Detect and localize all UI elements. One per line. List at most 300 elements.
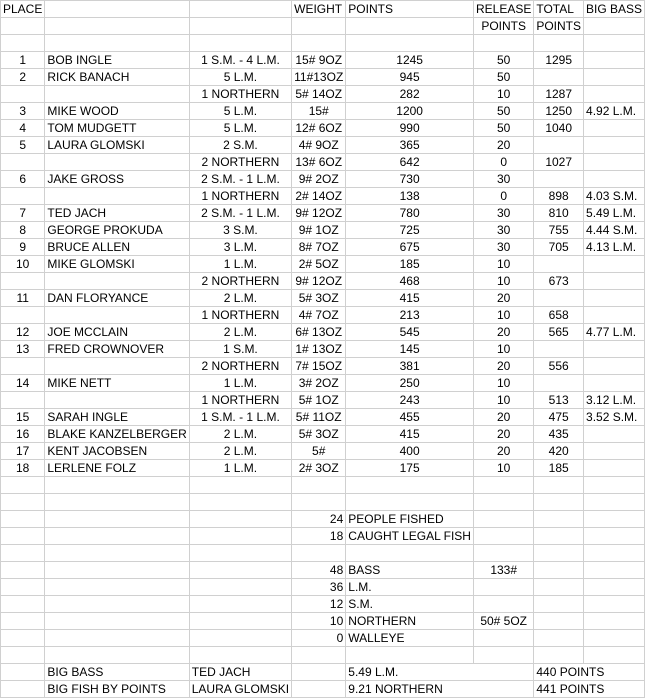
points-cell[interactable]: 415 xyxy=(346,426,474,443)
place-cell[interactable]: 16 xyxy=(1,426,45,443)
big-bass-cell[interactable] xyxy=(584,256,645,273)
total-points-cell[interactable] xyxy=(534,69,584,86)
catch-cell[interactable]: 1 NORTHERN xyxy=(189,392,291,409)
empty-cell[interactable] xyxy=(534,596,584,613)
weight-cell[interactable]: 3# 2OZ xyxy=(292,375,346,392)
header-big-bass[interactable]: BIG BASS xyxy=(584,1,645,18)
catch-cell[interactable]: 2 NORTHERN xyxy=(189,154,291,171)
place-cell[interactable] xyxy=(1,358,45,375)
angler-name-cell[interactable]: DAN FLORYANCE xyxy=(45,290,189,307)
award-name-cell[interactable]: LAURA GLOMSKI xyxy=(189,681,291,698)
angler-name-cell[interactable] xyxy=(45,86,189,103)
points-cell[interactable]: 642 xyxy=(346,154,474,171)
big-bass-cell[interactable] xyxy=(584,290,645,307)
big-bass-cell[interactable]: 4.13 L.M. xyxy=(584,239,645,256)
summary-count-cell[interactable]: 24 xyxy=(292,511,346,528)
total-points-cell[interactable] xyxy=(534,375,584,392)
points-cell[interactable]: 730 xyxy=(346,171,474,188)
empty-cell[interactable] xyxy=(189,562,291,579)
angler-name-cell[interactable]: TED JACH xyxy=(45,205,189,222)
total-points-cell[interactable]: 513 xyxy=(534,392,584,409)
empty-cell[interactable] xyxy=(1,613,45,630)
points-cell[interactable]: 725 xyxy=(346,222,474,239)
total-points-cell[interactable] xyxy=(534,256,584,273)
angler-name-cell[interactable]: SARAH INGLE xyxy=(45,409,189,426)
angler-name-cell[interactable]: FRED CROWNOVER xyxy=(45,341,189,358)
big-bass-cell[interactable] xyxy=(584,341,645,358)
weight-cell[interactable]: 5# 1OZ xyxy=(292,392,346,409)
total-points-cell[interactable]: 898 xyxy=(534,188,584,205)
total-points-cell[interactable]: 673 xyxy=(534,273,584,290)
big-bass-cell[interactable] xyxy=(584,443,645,460)
header-total-points[interactable]: POINTS xyxy=(534,18,584,35)
points-cell[interactable]: 243 xyxy=(346,392,474,409)
summary-label-cell[interactable]: PEOPLE FISHED xyxy=(346,511,474,528)
angler-name-cell[interactable]: MIKE GLOMSKI xyxy=(45,256,189,273)
release-points-cell[interactable]: 10 xyxy=(473,460,533,477)
empty-cell[interactable] xyxy=(45,630,189,647)
points-cell[interactable]: 1200 xyxy=(346,103,474,120)
empty-cell[interactable] xyxy=(45,579,189,596)
place-cell[interactable]: 4 xyxy=(1,120,45,137)
empty-cell[interactable] xyxy=(292,545,346,562)
big-bass-cell[interactable]: 3.52 S.M. xyxy=(584,409,645,426)
header-weight[interactable]: WEIGHT xyxy=(292,1,346,18)
empty-cell[interactable] xyxy=(534,579,584,596)
summary-label-cell[interactable]: NORTHERN xyxy=(346,613,474,630)
big-bass-cell[interactable] xyxy=(584,52,645,69)
catch-cell[interactable]: 2 S.M. - 1 L.M. xyxy=(189,205,291,222)
angler-name-cell[interactable] xyxy=(45,358,189,375)
points-cell[interactable]: 415 xyxy=(346,290,474,307)
total-points-cell[interactable]: 185 xyxy=(534,460,584,477)
weight-cell[interactable]: 1# 13OZ xyxy=(292,341,346,358)
release-points-cell[interactable]: 30 xyxy=(473,205,533,222)
empty-cell[interactable] xyxy=(534,630,584,647)
angler-name-cell[interactable] xyxy=(45,273,189,290)
release-points-cell[interactable]: 10 xyxy=(473,256,533,273)
points-cell[interactable]: 213 xyxy=(346,307,474,324)
empty-cell[interactable] xyxy=(346,494,474,511)
release-points-cell[interactable]: 30 xyxy=(473,239,533,256)
empty-cell[interactable] xyxy=(292,664,346,681)
empty-cell[interactable] xyxy=(473,511,533,528)
award-label-cell[interactable]: BIG FISH BY POINTS xyxy=(45,681,189,698)
empty-cell[interactable] xyxy=(1,596,45,613)
empty-cell[interactable] xyxy=(189,528,291,545)
points-cell[interactable]: 455 xyxy=(346,409,474,426)
empty-cell[interactable] xyxy=(1,477,45,494)
big-bass-cell[interactable]: 3.12 L.M. xyxy=(584,392,645,409)
release-points-cell[interactable]: 20 xyxy=(473,358,533,375)
release-points-cell[interactable]: 10 xyxy=(473,307,533,324)
summary-count-cell[interactable]: 10 xyxy=(292,613,346,630)
place-cell[interactable]: 12 xyxy=(1,324,45,341)
release-points-cell[interactable]: 30 xyxy=(473,222,533,239)
angler-name-cell[interactable]: LERLENE FOLZ xyxy=(45,460,189,477)
empty-cell[interactable] xyxy=(189,579,291,596)
summary-count-cell[interactable]: 12 xyxy=(292,596,346,613)
summary-weight-cell[interactable]: 50# 5OZ xyxy=(473,613,533,630)
catch-cell[interactable]: 5 L.M. xyxy=(189,120,291,137)
empty-cell[interactable] xyxy=(534,494,584,511)
catch-cell[interactable]: 1 L.M. xyxy=(189,375,291,392)
header-points[interactable]: POINTS xyxy=(346,1,474,18)
header-release[interactable]: RELEASE xyxy=(473,1,533,18)
catch-cell[interactable]: 2 S.M. - 1 L.M. xyxy=(189,171,291,188)
place-cell[interactable] xyxy=(1,273,45,290)
release-points-cell[interactable]: 50 xyxy=(473,103,533,120)
summary-count-cell[interactable]: 48 xyxy=(292,562,346,579)
award-label-cell[interactable]: BIG BASS xyxy=(45,664,189,681)
header-release-points[interactable]: POINTS xyxy=(473,18,533,35)
big-bass-cell[interactable] xyxy=(584,120,645,137)
total-points-cell[interactable] xyxy=(534,137,584,154)
summary-label-cell[interactable]: BASS xyxy=(346,562,474,579)
release-points-cell[interactable]: 50 xyxy=(473,120,533,137)
weight-cell[interactable]: 2# 14OZ xyxy=(292,188,346,205)
catch-cell[interactable]: 1 NORTHERN xyxy=(189,86,291,103)
empty-cell[interactable] xyxy=(189,630,291,647)
total-points-cell[interactable] xyxy=(534,341,584,358)
release-points-cell[interactable]: 20 xyxy=(473,137,533,154)
angler-name-cell[interactable]: RICK BANACH xyxy=(45,69,189,86)
total-points-cell[interactable] xyxy=(534,171,584,188)
points-cell[interactable]: 945 xyxy=(346,69,474,86)
empty-cell[interactable] xyxy=(1,630,45,647)
big-bass-cell[interactable] xyxy=(584,154,645,171)
release-points-cell[interactable]: 0 xyxy=(473,188,533,205)
weight-cell[interactable]: 5# xyxy=(292,443,346,460)
weight-cell[interactable]: 11#13OZ xyxy=(292,69,346,86)
total-points-cell[interactable]: 705 xyxy=(534,239,584,256)
empty-cell[interactable] xyxy=(292,647,346,664)
empty-cell[interactable] xyxy=(292,494,346,511)
place-cell[interactable]: 18 xyxy=(1,460,45,477)
empty-cell[interactable] xyxy=(346,647,474,664)
place-cell[interactable]: 7 xyxy=(1,205,45,222)
catch-cell[interactable]: 5 L.M. xyxy=(189,69,291,86)
place-cell[interactable]: 1 xyxy=(1,52,45,69)
total-points-cell[interactable]: 556 xyxy=(534,358,584,375)
empty-cell[interactable] xyxy=(473,477,533,494)
weight-cell[interactable]: 5# 3OZ xyxy=(292,290,346,307)
big-bass-cell[interactable] xyxy=(584,375,645,392)
empty-cell[interactable] xyxy=(45,511,189,528)
angler-name-cell[interactable]: MIKE NETT xyxy=(45,375,189,392)
big-bass-cell[interactable] xyxy=(584,273,645,290)
summary-count-cell[interactable]: 0 xyxy=(292,630,346,647)
angler-name-cell[interactable]: BRUCE ALLEN xyxy=(45,239,189,256)
award-fish-cell[interactable]: 5.49 L.M. xyxy=(346,664,534,681)
empty-cell[interactable] xyxy=(45,494,189,511)
big-bass-cell[interactable] xyxy=(584,137,645,154)
empty-cell[interactable] xyxy=(473,545,533,562)
weight-cell[interactable]: 4# 9OZ xyxy=(292,137,346,154)
place-cell[interactable]: 5 xyxy=(1,137,45,154)
place-cell[interactable]: 6 xyxy=(1,171,45,188)
release-points-cell[interactable]: 10 xyxy=(473,273,533,290)
release-points-cell[interactable]: 10 xyxy=(473,341,533,358)
release-points-cell[interactable]: 20 xyxy=(473,324,533,341)
angler-name-cell[interactable] xyxy=(45,392,189,409)
summary-label-cell[interactable]: S.M. xyxy=(346,596,474,613)
angler-name-cell[interactable]: BLAKE KANZELBERGER xyxy=(45,426,189,443)
empty-cell[interactable] xyxy=(473,630,533,647)
catch-cell[interactable]: 1 L.M. xyxy=(189,256,291,273)
weight-cell[interactable]: 15# 9OZ xyxy=(292,52,346,69)
angler-name-cell[interactable]: TOM MUDGETT xyxy=(45,120,189,137)
big-bass-cell[interactable] xyxy=(584,426,645,443)
empty-cell[interactable] xyxy=(473,596,533,613)
place-cell[interactable]: 2 xyxy=(1,69,45,86)
empty-cell[interactable] xyxy=(292,681,346,698)
empty-cell[interactable] xyxy=(45,647,189,664)
empty-cell[interactable] xyxy=(346,545,474,562)
points-cell[interactable]: 250 xyxy=(346,375,474,392)
weight-cell[interactable]: 9# 12OZ xyxy=(292,273,346,290)
empty-cell[interactable] xyxy=(534,647,584,664)
catch-cell[interactable]: 2 L.M. xyxy=(189,443,291,460)
big-bass-cell[interactable]: 5.49 L.M. xyxy=(584,205,645,222)
empty-cell[interactable] xyxy=(584,579,645,596)
empty-cell[interactable] xyxy=(1,579,45,596)
catch-cell[interactable]: 2 L.M. xyxy=(189,290,291,307)
catch-cell[interactable]: 3 L.M. xyxy=(189,239,291,256)
summary-count-cell[interactable]: 18 xyxy=(292,528,346,545)
empty-cell[interactable] xyxy=(473,647,533,664)
weight-cell[interactable]: 7# 15OZ xyxy=(292,358,346,375)
total-points-cell[interactable]: 658 xyxy=(534,307,584,324)
catch-cell[interactable]: 1 L.M. xyxy=(189,460,291,477)
empty-cell[interactable] xyxy=(584,596,645,613)
catch-cell[interactable]: 2 NORTHERN xyxy=(189,273,291,290)
big-bass-cell[interactable] xyxy=(584,358,645,375)
angler-name-cell[interactable]: BOB INGLE xyxy=(45,52,189,69)
empty-cell[interactable] xyxy=(1,681,45,698)
award-points-cell[interactable]: 441 POINTS xyxy=(534,681,645,698)
place-cell[interactable]: 14 xyxy=(1,375,45,392)
summary-weight-cell[interactable]: 133# xyxy=(473,562,533,579)
empty-cell[interactable] xyxy=(1,647,45,664)
empty-cell[interactable] xyxy=(45,613,189,630)
place-cell[interactable] xyxy=(1,86,45,103)
release-points-cell[interactable]: 20 xyxy=(473,409,533,426)
empty-cell[interactable] xyxy=(346,477,474,494)
total-points-cell[interactable]: 1027 xyxy=(534,154,584,171)
angler-name-cell[interactable] xyxy=(45,188,189,205)
total-points-cell[interactable]: 755 xyxy=(534,222,584,239)
empty-cell[interactable] xyxy=(584,647,645,664)
points-cell[interactable]: 1245 xyxy=(346,52,474,69)
points-cell[interactable]: 185 xyxy=(346,256,474,273)
empty-cell[interactable] xyxy=(45,477,189,494)
points-cell[interactable]: 282 xyxy=(346,86,474,103)
release-points-cell[interactable]: 20 xyxy=(473,426,533,443)
empty-cell[interactable] xyxy=(1,511,45,528)
points-cell[interactable]: 145 xyxy=(346,341,474,358)
release-points-cell[interactable]: 50 xyxy=(473,69,533,86)
points-cell[interactable]: 990 xyxy=(346,120,474,137)
place-cell[interactable] xyxy=(1,154,45,171)
award-fish-cell[interactable]: 9.21 NORTHERN xyxy=(346,681,534,698)
empty-cell[interactable] xyxy=(1,562,45,579)
place-cell[interactable]: 15 xyxy=(1,409,45,426)
summary-label-cell[interactable]: WALLEYE xyxy=(346,630,474,647)
empty-cell[interactable] xyxy=(534,528,584,545)
empty-cell[interactable] xyxy=(534,613,584,630)
total-points-cell[interactable]: 435 xyxy=(534,426,584,443)
empty-cell[interactable] xyxy=(584,630,645,647)
catch-cell[interactable]: 1 S.M. - 1 L.M. xyxy=(189,409,291,426)
points-cell[interactable]: 468 xyxy=(346,273,474,290)
angler-name-cell[interactable]: JOE MCCLAIN xyxy=(45,324,189,341)
empty-cell[interactable] xyxy=(189,494,291,511)
empty-cell[interactable] xyxy=(45,562,189,579)
empty-cell[interactable] xyxy=(1,528,45,545)
points-cell[interactable]: 365 xyxy=(346,137,474,154)
weight-cell[interactable]: 4# 7OZ xyxy=(292,307,346,324)
points-cell[interactable]: 545 xyxy=(346,324,474,341)
empty-cell[interactable] xyxy=(534,562,584,579)
empty-cell[interactable] xyxy=(292,477,346,494)
empty-cell[interactable] xyxy=(534,545,584,562)
release-points-cell[interactable]: 50 xyxy=(473,52,533,69)
big-bass-cell[interactable]: 4.03 S.M. xyxy=(584,188,645,205)
catch-cell[interactable]: 2 S.M. xyxy=(189,137,291,154)
weight-cell[interactable]: 6# 13OZ xyxy=(292,324,346,341)
points-cell[interactable]: 138 xyxy=(346,188,474,205)
total-points-cell[interactable]: 1250 xyxy=(534,103,584,120)
weight-cell[interactable]: 5# 3OZ xyxy=(292,426,346,443)
place-cell[interactable]: 3 xyxy=(1,103,45,120)
big-bass-cell[interactable]: 4.92 L.M. xyxy=(584,103,645,120)
place-cell[interactable]: 17 xyxy=(1,443,45,460)
place-cell[interactable]: 9 xyxy=(1,239,45,256)
release-points-cell[interactable]: 20 xyxy=(473,290,533,307)
header-place[interactable]: PLACE xyxy=(1,1,45,18)
place-cell[interactable] xyxy=(1,392,45,409)
catch-cell[interactable]: 1 S.M. - 4 L.M. xyxy=(189,52,291,69)
points-cell[interactable]: 175 xyxy=(346,460,474,477)
award-name-cell[interactable]: TED JACH xyxy=(189,664,291,681)
empty-cell[interactable] xyxy=(189,647,291,664)
angler-name-cell[interactable] xyxy=(45,307,189,324)
empty-cell[interactable] xyxy=(189,477,291,494)
catch-cell[interactable]: 5 L.M. xyxy=(189,103,291,120)
big-bass-cell[interactable]: 4.44 S.M. xyxy=(584,222,645,239)
place-cell[interactable] xyxy=(1,307,45,324)
big-bass-cell[interactable] xyxy=(584,307,645,324)
empty-cell[interactable] xyxy=(189,596,291,613)
release-points-cell[interactable]: 10 xyxy=(473,392,533,409)
big-bass-cell[interactable] xyxy=(584,69,645,86)
weight-cell[interactable]: 8# 7OZ xyxy=(292,239,346,256)
empty-cell[interactable] xyxy=(534,477,584,494)
empty-cell[interactable] xyxy=(584,562,645,579)
big-bass-cell[interactable] xyxy=(584,460,645,477)
catch-cell[interactable]: 2 L.M. xyxy=(189,426,291,443)
place-cell[interactable]: 13 xyxy=(1,341,45,358)
points-cell[interactable]: 780 xyxy=(346,205,474,222)
empty-cell[interactable] xyxy=(473,579,533,596)
empty-cell[interactable] xyxy=(1,664,45,681)
angler-name-cell[interactable] xyxy=(45,154,189,171)
total-points-cell[interactable]: 475 xyxy=(534,409,584,426)
weight-cell[interactable]: 2# 5OZ xyxy=(292,256,346,273)
release-points-cell[interactable]: 0 xyxy=(473,154,533,171)
empty-cell[interactable] xyxy=(45,596,189,613)
catch-cell[interactable]: 2 NORTHERN xyxy=(189,358,291,375)
empty-cell[interactable] xyxy=(1,494,45,511)
big-bass-cell[interactable] xyxy=(584,86,645,103)
summary-count-cell[interactable]: 36 xyxy=(292,579,346,596)
summary-label-cell[interactable]: CAUGHT LEGAL FISH xyxy=(346,528,474,545)
total-points-cell[interactable]: 1295 xyxy=(534,52,584,69)
weight-cell[interactable]: 5# 14OZ xyxy=(292,86,346,103)
release-points-cell[interactable]: 10 xyxy=(473,86,533,103)
points-cell[interactable]: 400 xyxy=(346,443,474,460)
catch-cell[interactable]: 1 S.M. xyxy=(189,341,291,358)
total-points-cell[interactable]: 810 xyxy=(534,205,584,222)
empty-cell[interactable] xyxy=(1,545,45,562)
catch-cell[interactable]: 1 NORTHERN xyxy=(189,188,291,205)
empty-cell[interactable] xyxy=(584,477,645,494)
empty-cell[interactable] xyxy=(473,494,533,511)
header-total[interactable]: TOTAL xyxy=(534,1,584,18)
empty-cell[interactable] xyxy=(584,528,645,545)
big-bass-cell[interactable] xyxy=(584,171,645,188)
angler-name-cell[interactable]: KENT JACOBSEN xyxy=(45,443,189,460)
weight-cell[interactable]: 9# 12OZ xyxy=(292,205,346,222)
empty-cell[interactable] xyxy=(584,494,645,511)
angler-name-cell[interactable]: JAKE GROSS xyxy=(45,171,189,188)
empty-cell[interactable] xyxy=(584,511,645,528)
award-points-cell[interactable]: 440 POINTS xyxy=(534,664,645,681)
place-cell[interactable] xyxy=(1,188,45,205)
weight-cell[interactable]: 9# 2OZ xyxy=(292,171,346,188)
catch-cell[interactable]: 1 NORTHERN xyxy=(189,307,291,324)
release-points-cell[interactable]: 10 xyxy=(473,375,533,392)
weight-cell[interactable]: 5# 11OZ xyxy=(292,409,346,426)
release-points-cell[interactable]: 20 xyxy=(473,443,533,460)
catch-cell[interactable]: 3 S.M. xyxy=(189,222,291,239)
weight-cell[interactable]: 12# 6OZ xyxy=(292,120,346,137)
summary-label-cell[interactable]: L.M. xyxy=(346,579,474,596)
points-cell[interactable]: 675 xyxy=(346,239,474,256)
points-cell[interactable]: 381 xyxy=(346,358,474,375)
release-points-cell[interactable]: 30 xyxy=(473,171,533,188)
total-points-cell[interactable] xyxy=(534,290,584,307)
big-bass-cell[interactable]: 4.77 L.M. xyxy=(584,324,645,341)
weight-cell[interactable]: 15# xyxy=(292,103,346,120)
empty-cell[interactable] xyxy=(473,528,533,545)
total-points-cell[interactable]: 565 xyxy=(534,324,584,341)
place-cell[interactable]: 10 xyxy=(1,256,45,273)
total-points-cell[interactable]: 1287 xyxy=(534,86,584,103)
empty-cell[interactable] xyxy=(189,613,291,630)
empty-cell[interactable] xyxy=(189,511,291,528)
angler-name-cell[interactable]: LAURA GLOMSKI xyxy=(45,137,189,154)
catch-cell[interactable]: 2 L.M. xyxy=(189,324,291,341)
weight-cell[interactable]: 13# 6OZ xyxy=(292,154,346,171)
place-cell[interactable]: 8 xyxy=(1,222,45,239)
weight-cell[interactable]: 2# 3OZ xyxy=(292,460,346,477)
empty-cell[interactable] xyxy=(584,613,645,630)
empty-cell[interactable] xyxy=(584,545,645,562)
angler-name-cell[interactable]: GEORGE PROKUDA xyxy=(45,222,189,239)
empty-cell[interactable] xyxy=(45,528,189,545)
